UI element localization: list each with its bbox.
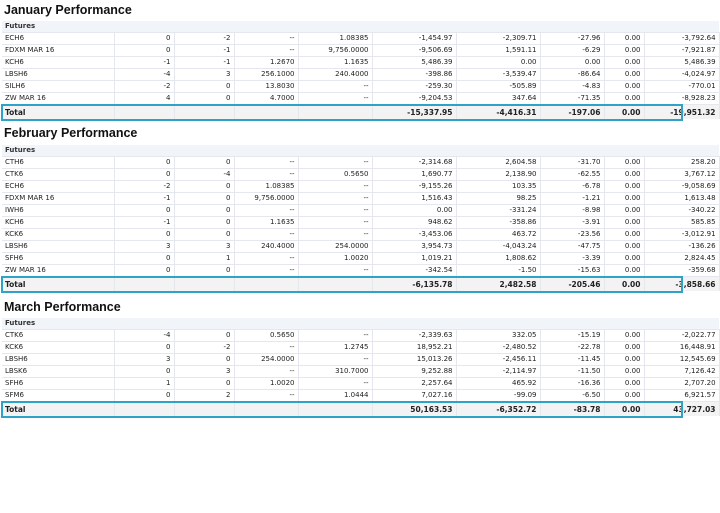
total-value [114, 105, 174, 120]
value-cell: 3 [114, 241, 174, 253]
value-cell: -2,314.68 [372, 157, 456, 169]
value-cell: -2 [174, 342, 234, 354]
value-cell: -62.55 [540, 169, 604, 181]
section-title: March Performance [4, 300, 121, 314]
table-row[interactable] [2, 390, 719, 402]
value-cell: 0 [174, 205, 234, 217]
value-cell: -359.68 [644, 265, 719, 277]
value-cell: -- [298, 265, 372, 277]
value-cell: -9,155.26 [372, 181, 456, 193]
table-row[interactable] [2, 378, 719, 390]
value-cell: 18,952.21 [372, 342, 456, 354]
value-cell: 16,448.91 [644, 342, 719, 354]
total-label: Total [2, 277, 114, 292]
value-cell: 12,545.69 [644, 354, 719, 366]
value-cell: 0.00 [604, 81, 644, 93]
table-row[interactable] [2, 57, 719, 69]
value-cell: 0.00 [540, 57, 604, 69]
futures-header: Futures [2, 145, 719, 157]
total-value [114, 402, 174, 417]
value-cell: 1 [174, 253, 234, 265]
total-value [234, 277, 298, 292]
value-cell: 240.4000 [298, 69, 372, 81]
value-cell: 0.00 [604, 253, 644, 265]
symbol-cell: CTH6 [2, 157, 114, 169]
table-row[interactable] [2, 93, 719, 105]
value-cell: -99.09 [456, 390, 540, 402]
total-row [2, 105, 719, 120]
value-cell: -9,204.53 [372, 93, 456, 105]
performance-table [2, 21, 720, 119]
total-value: -6,352.72 [456, 402, 540, 417]
value-cell: -4 [114, 69, 174, 81]
table-row[interactable] [2, 366, 719, 378]
symbol-cell: FDXM MAR 16 [2, 193, 114, 205]
value-cell: 1.1635 [298, 57, 372, 69]
total-value: 0.00 [604, 105, 644, 120]
value-cell: -3.39 [540, 253, 604, 265]
value-cell: -27.96 [540, 33, 604, 45]
value-cell: 0 [174, 354, 234, 366]
value-cell: 2,604.58 [456, 157, 540, 169]
value-cell: 7,126.42 [644, 366, 719, 378]
value-cell: -1 [174, 57, 234, 69]
value-cell: 3 [174, 241, 234, 253]
value-cell: 0.00 [604, 354, 644, 366]
value-cell: 0 [174, 330, 234, 342]
value-cell: 0.00 [604, 181, 644, 193]
value-cell: 240.4000 [234, 241, 298, 253]
table-row[interactable] [2, 229, 719, 241]
value-cell: 1.0444 [298, 390, 372, 402]
symbol-cell: KCK6 [2, 229, 114, 241]
value-cell: 1.2670 [234, 57, 298, 69]
symbol-cell: SFH6 [2, 378, 114, 390]
value-cell: -- [298, 81, 372, 93]
table-row[interactable] [2, 81, 719, 93]
value-cell: 256.1000 [234, 69, 298, 81]
value-cell: 2,257.64 [372, 378, 456, 390]
symbol-cell: IWH6 [2, 205, 114, 217]
total-value: -205.46 [540, 277, 604, 292]
value-cell: -- [234, 33, 298, 45]
value-cell: 0.00 [604, 217, 644, 229]
total-value: -19,951.32 [644, 105, 719, 120]
value-cell: 2,138.90 [456, 169, 540, 181]
value-cell: 1.08385 [234, 181, 298, 193]
futures-header: Futures [2, 318, 719, 330]
value-cell: -- [298, 330, 372, 342]
symbol-cell: SFM6 [2, 390, 114, 402]
value-cell: -136.26 [644, 241, 719, 253]
value-cell: 0 [114, 342, 174, 354]
value-cell: 3 [174, 366, 234, 378]
total-value [174, 105, 234, 120]
value-cell: 0.00 [604, 69, 644, 81]
value-cell: -- [234, 390, 298, 402]
symbol-cell: KCK6 [2, 342, 114, 354]
value-cell: 0 [114, 390, 174, 402]
value-cell: -- [234, 45, 298, 57]
total-value [234, 402, 298, 417]
symbol-cell: FDXM MAR 16 [2, 45, 114, 57]
value-cell: 2,707.20 [644, 378, 719, 390]
value-cell: -2,114.97 [456, 366, 540, 378]
value-cell: -1.50 [456, 265, 540, 277]
symbol-cell: LBSH6 [2, 69, 114, 81]
value-cell: -342.54 [372, 265, 456, 277]
symbol-cell: KCH6 [2, 217, 114, 229]
value-cell: -505.89 [456, 81, 540, 93]
value-cell: 7,027.16 [372, 390, 456, 402]
value-cell: 0 [114, 205, 174, 217]
table-row[interactable] [2, 265, 719, 277]
value-cell: -31.70 [540, 157, 604, 169]
value-cell: 347.64 [456, 93, 540, 105]
value-cell: 0.00 [604, 330, 644, 342]
value-cell: 5,486.39 [372, 57, 456, 69]
value-cell: 0 [174, 265, 234, 277]
total-value: 2,482.58 [456, 277, 540, 292]
value-cell: -4.83 [540, 81, 604, 93]
value-cell: -11.50 [540, 366, 604, 378]
total-label: Total [2, 402, 114, 417]
total-value: -6,135.78 [372, 277, 456, 292]
symbol-cell: LBSH6 [2, 241, 114, 253]
value-cell: 0.00 [604, 193, 644, 205]
symbol-cell: SFH6 [2, 253, 114, 265]
value-cell: -86.64 [540, 69, 604, 81]
value-cell: -- [298, 354, 372, 366]
value-cell: -8,928.23 [644, 93, 719, 105]
value-cell: 4.7000 [234, 93, 298, 105]
value-cell: 585.85 [644, 217, 719, 229]
total-value [298, 402, 372, 417]
table-row[interactable] [2, 241, 719, 253]
value-cell: 3,767.12 [644, 169, 719, 181]
value-cell: 1.0020 [298, 253, 372, 265]
value-cell: -- [234, 342, 298, 354]
symbol-cell: ECH6 [2, 33, 114, 45]
value-cell: -15.63 [540, 265, 604, 277]
value-cell: 332.05 [456, 330, 540, 342]
total-value: -197.06 [540, 105, 604, 120]
value-cell: 1,019.21 [372, 253, 456, 265]
value-cell: 3 [174, 69, 234, 81]
symbol-cell: SILH6 [2, 81, 114, 93]
total-row [2, 402, 719, 417]
value-cell: 254.0000 [234, 354, 298, 366]
table-row[interactable] [2, 330, 719, 342]
value-cell: 9,756.0000 [298, 45, 372, 57]
symbol-cell: CTK6 [2, 169, 114, 181]
value-cell: 0.00 [604, 33, 644, 45]
value-cell: 258.20 [644, 157, 719, 169]
value-cell: 0 [114, 169, 174, 181]
symbol-cell: ZW MAR 16 [2, 265, 114, 277]
table-row[interactable] [2, 157, 719, 169]
value-cell: -770.01 [644, 81, 719, 93]
value-cell: -3,792.64 [644, 33, 719, 45]
value-cell: -3.91 [540, 217, 604, 229]
value-cell: -47.75 [540, 241, 604, 253]
value-cell: 0.00 [604, 57, 644, 69]
total-value: -3,858.66 [644, 277, 719, 292]
value-cell: 0 [114, 366, 174, 378]
value-cell: 0.5650 [298, 169, 372, 181]
table-row[interactable] [2, 69, 719, 81]
value-cell: 0.00 [604, 205, 644, 217]
value-cell: 0.00 [372, 205, 456, 217]
total-value: -83.78 [540, 402, 604, 417]
value-cell: -2,456.11 [456, 354, 540, 366]
value-cell: -- [298, 217, 372, 229]
value-cell: 0 [114, 253, 174, 265]
value-cell: 1.08385 [298, 33, 372, 45]
value-cell: -22.78 [540, 342, 604, 354]
value-cell: -340.22 [644, 205, 719, 217]
value-cell: 3 [114, 354, 174, 366]
value-cell: 465.92 [456, 378, 540, 390]
value-cell: -- [298, 157, 372, 169]
value-cell: -- [234, 265, 298, 277]
total-value [298, 277, 372, 292]
value-cell: -6.78 [540, 181, 604, 193]
value-cell: 1.1635 [234, 217, 298, 229]
symbol-cell: LBSK6 [2, 366, 114, 378]
value-cell: -- [298, 205, 372, 217]
symbol-cell: KCH6 [2, 57, 114, 69]
value-cell: -7,921.87 [644, 45, 719, 57]
total-value [174, 277, 234, 292]
value-cell: -358.86 [456, 217, 540, 229]
value-cell: 0.00 [604, 378, 644, 390]
value-cell: 1.2745 [298, 342, 372, 354]
table-row[interactable] [2, 33, 719, 45]
value-cell: -- [298, 93, 372, 105]
value-cell: -- [234, 366, 298, 378]
value-cell: -4 [174, 169, 234, 181]
value-cell: 1,690.77 [372, 169, 456, 181]
value-cell: 0 [114, 157, 174, 169]
symbol-cell: LBSH6 [2, 354, 114, 366]
value-cell: -- [298, 229, 372, 241]
value-cell: 0.00 [604, 93, 644, 105]
value-cell: -1 [114, 193, 174, 205]
value-cell: -- [234, 169, 298, 181]
value-cell: 4 [114, 93, 174, 105]
table-row[interactable] [2, 193, 719, 205]
value-cell: -8.98 [540, 205, 604, 217]
value-cell: -2,480.52 [456, 342, 540, 354]
value-cell: -4,024.97 [644, 69, 719, 81]
table-row[interactable] [2, 181, 719, 193]
total-value [114, 277, 174, 292]
total-row [2, 277, 719, 292]
section-title: January Performance [4, 3, 132, 17]
value-cell: -1 [174, 45, 234, 57]
value-cell: 948.62 [372, 217, 456, 229]
value-cell: -16.36 [540, 378, 604, 390]
symbol-cell: ECH6 [2, 181, 114, 193]
value-cell: -9,506.69 [372, 45, 456, 57]
symbol-cell: ZW MAR 16 [2, 93, 114, 105]
value-cell: -2,339.63 [372, 330, 456, 342]
value-cell: 0 [114, 45, 174, 57]
total-value: 0.00 [604, 277, 644, 292]
table-row[interactable] [2, 253, 719, 265]
value-cell: -- [234, 157, 298, 169]
value-cell: 13.8030 [234, 81, 298, 93]
value-cell: 1,808.62 [456, 253, 540, 265]
value-cell: -- [298, 193, 372, 205]
value-cell: -1.21 [540, 193, 604, 205]
value-cell: 1 [114, 378, 174, 390]
futures-header: Futures [2, 21, 719, 33]
table-row[interactable] [2, 217, 719, 229]
total-value [298, 105, 372, 120]
value-cell: 6,921.57 [644, 390, 719, 402]
value-cell: 2,824.45 [644, 253, 719, 265]
value-cell: 0 [114, 229, 174, 241]
value-cell: 0 [174, 229, 234, 241]
value-cell: 9,252.88 [372, 366, 456, 378]
value-cell: 310.7000 [298, 366, 372, 378]
table-row[interactable] [2, 354, 719, 366]
total-value [234, 105, 298, 120]
total-value: 0.00 [604, 402, 644, 417]
total-value [174, 402, 234, 417]
value-cell: 0.5650 [234, 330, 298, 342]
value-cell: -3,453.06 [372, 229, 456, 241]
value-cell: -4,043.24 [456, 241, 540, 253]
value-cell: 0.00 [604, 265, 644, 277]
value-cell: -3,012.91 [644, 229, 719, 241]
value-cell: 0.00 [604, 366, 644, 378]
value-cell: -2,022.77 [644, 330, 719, 342]
value-cell: 0 [174, 81, 234, 93]
value-cell: -71.35 [540, 93, 604, 105]
value-cell: -6.50 [540, 390, 604, 402]
value-cell: 0.00 [604, 157, 644, 169]
value-cell: 0 [174, 193, 234, 205]
value-cell: -- [234, 253, 298, 265]
value-cell: -23.56 [540, 229, 604, 241]
value-cell: -11.45 [540, 354, 604, 366]
value-cell: -- [234, 229, 298, 241]
value-cell: 1,613.48 [644, 193, 719, 205]
value-cell: 0.00 [604, 390, 644, 402]
value-cell: 0 [114, 265, 174, 277]
value-cell: 9,756.0000 [234, 193, 298, 205]
value-cell: 15,013.26 [372, 354, 456, 366]
value-cell: -- [298, 181, 372, 193]
value-cell: -1 [114, 57, 174, 69]
value-cell: 0 [174, 93, 234, 105]
value-cell: -259.30 [372, 81, 456, 93]
value-cell: -2 [174, 33, 234, 45]
table-header-row [2, 145, 719, 157]
value-cell: 2 [174, 390, 234, 402]
total-value: -15,337.95 [372, 105, 456, 120]
value-cell: -6.29 [540, 45, 604, 57]
value-cell: -331.24 [456, 205, 540, 217]
value-cell: 0 [174, 181, 234, 193]
value-cell: -3,539.47 [456, 69, 540, 81]
table-header-row [2, 21, 719, 33]
symbol-cell: CTK6 [2, 330, 114, 342]
value-cell: -1 [114, 217, 174, 229]
value-cell: 0.00 [456, 57, 540, 69]
value-cell: 0.00 [604, 45, 644, 57]
value-cell: 0 [174, 378, 234, 390]
section-title: February Performance [4, 126, 138, 140]
value-cell: 0.00 [604, 241, 644, 253]
value-cell: -2,309.71 [456, 33, 540, 45]
value-cell: 0.00 [604, 342, 644, 354]
value-cell: 0 [114, 33, 174, 45]
value-cell: 103.35 [456, 181, 540, 193]
total-value: 43,727.03 [644, 402, 719, 417]
total-value: 50,163.53 [372, 402, 456, 417]
value-cell: 1,516.43 [372, 193, 456, 205]
value-cell: 1.0020 [234, 378, 298, 390]
value-cell: -9,058.69 [644, 181, 719, 193]
value-cell: 254.0000 [298, 241, 372, 253]
value-cell: 5,486.39 [644, 57, 719, 69]
table-header-row [2, 318, 719, 330]
value-cell: 0 [174, 157, 234, 169]
total-value: -4,416.31 [456, 105, 540, 120]
table-row[interactable] [2, 342, 719, 354]
value-cell: 0 [174, 217, 234, 229]
table-row[interactable] [2, 205, 719, 217]
value-cell: 0.00 [604, 229, 644, 241]
value-cell: -4 [114, 330, 174, 342]
value-cell: 0.00 [604, 169, 644, 181]
value-cell: -15.19 [540, 330, 604, 342]
total-label: Total [2, 105, 114, 120]
value-cell: -- [298, 378, 372, 390]
value-cell: -2 [114, 81, 174, 93]
table-row[interactable] [2, 45, 719, 57]
performance-table [2, 318, 720, 416]
value-cell: 3,954.73 [372, 241, 456, 253]
value-cell: -398.86 [372, 69, 456, 81]
table-row[interactable] [2, 169, 719, 181]
value-cell: 98.25 [456, 193, 540, 205]
value-cell: -1,454.97 [372, 33, 456, 45]
value-cell: -- [234, 205, 298, 217]
performance-table [2, 145, 720, 291]
value-cell: -2 [114, 181, 174, 193]
value-cell: 1,591.11 [456, 45, 540, 57]
value-cell: 463.72 [456, 229, 540, 241]
